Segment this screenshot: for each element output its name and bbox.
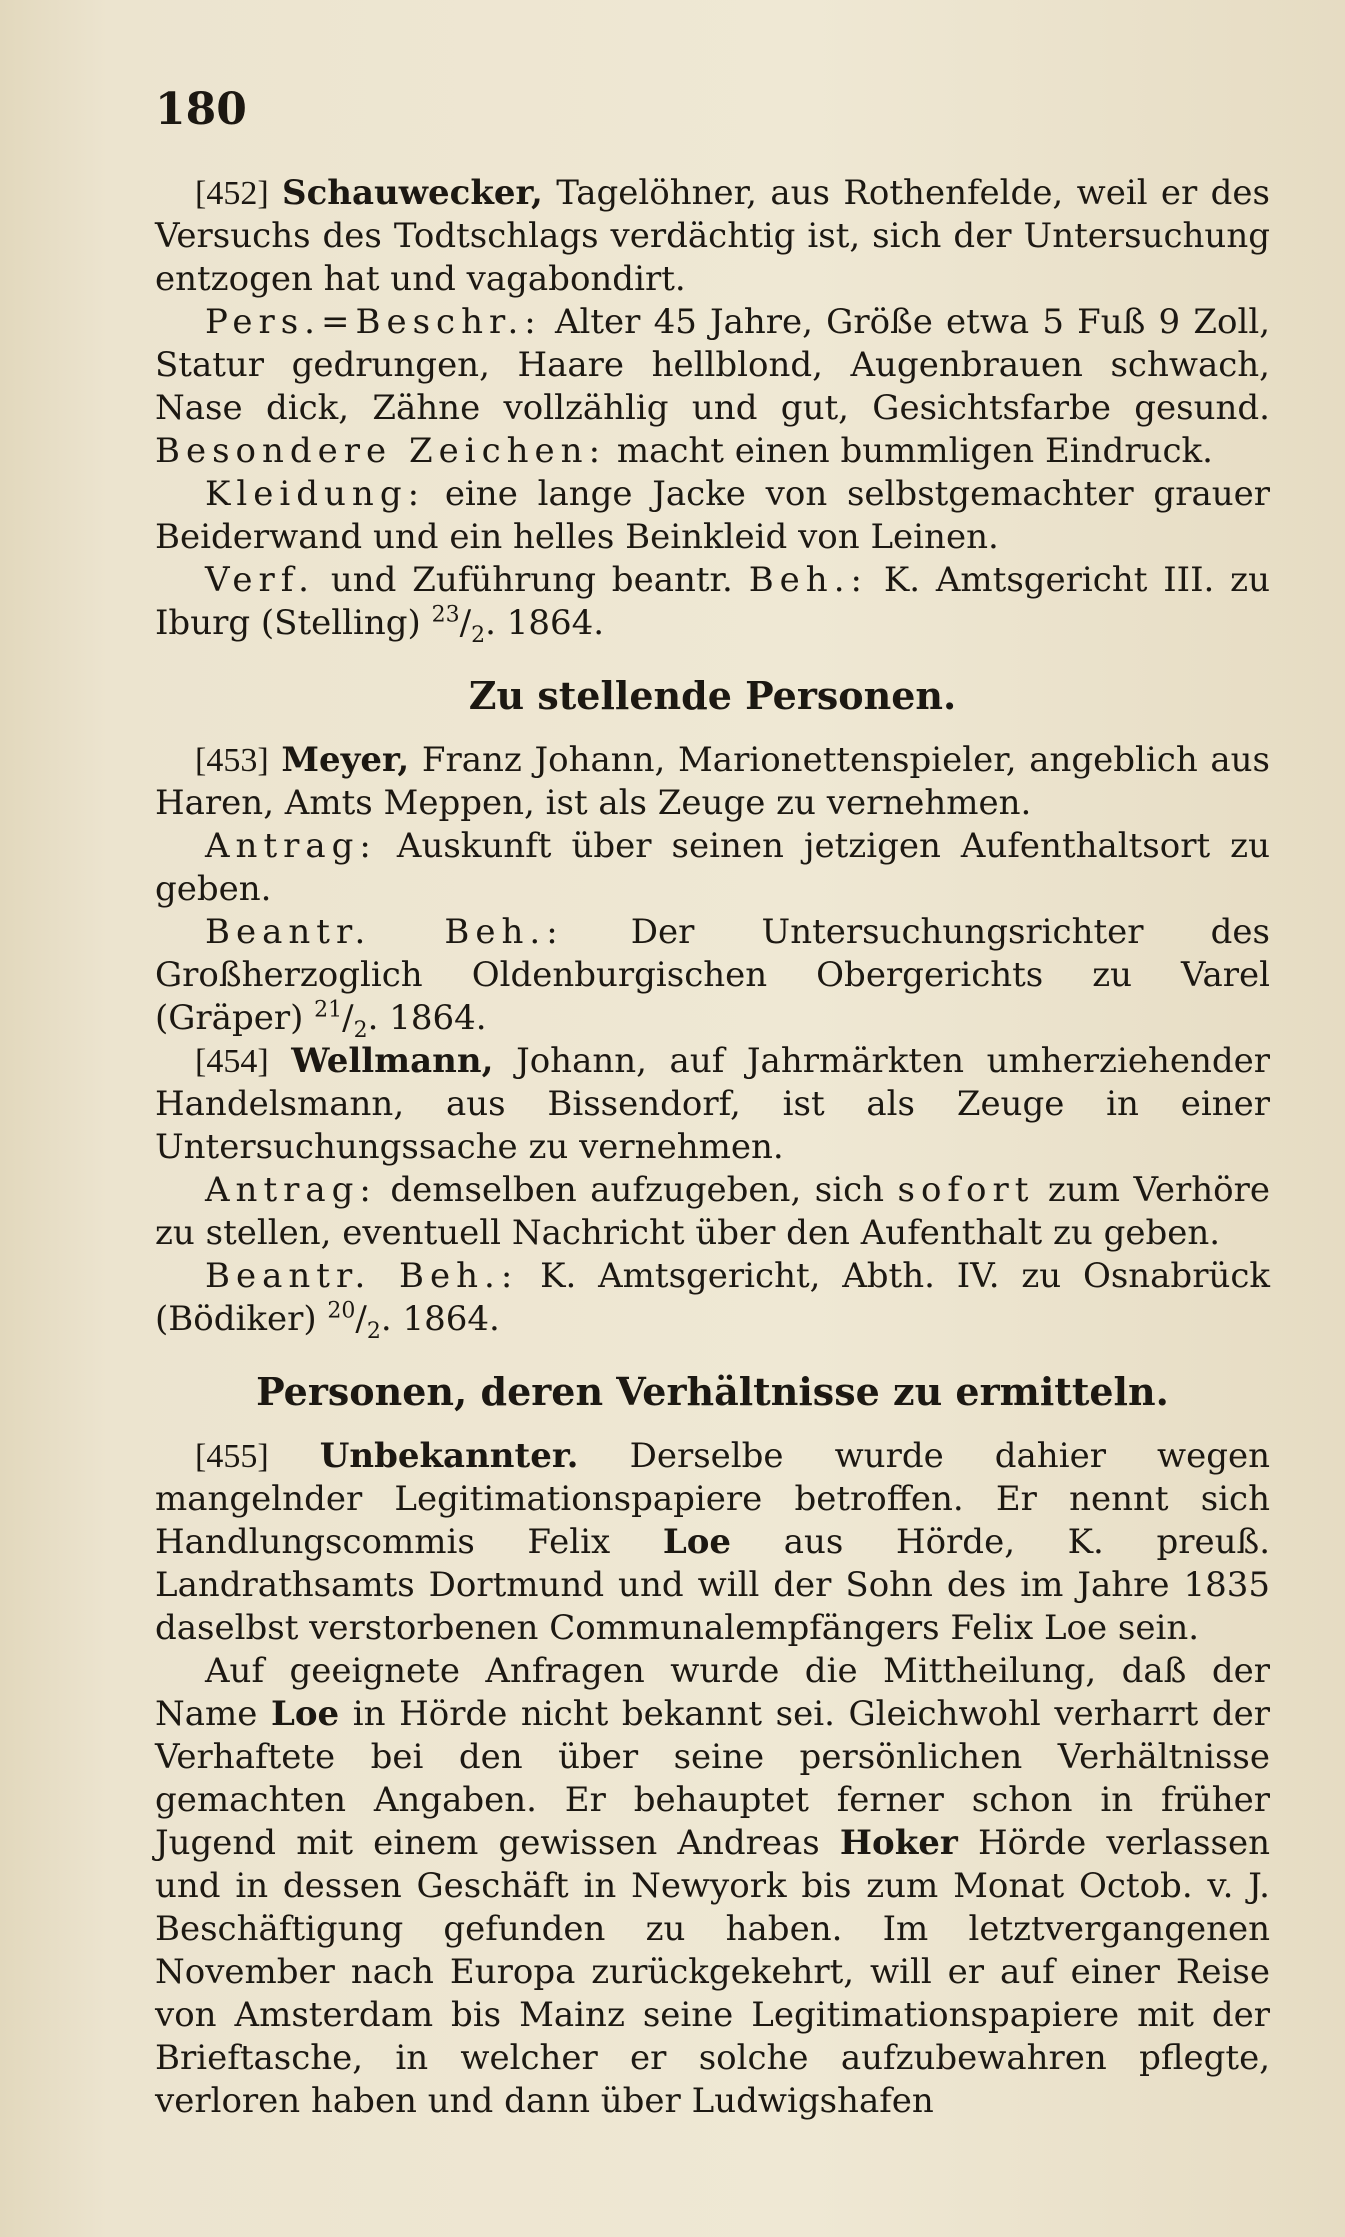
entry-454-main	[155, 1040, 1270, 1169]
entry-number: [452]	[195, 175, 269, 212]
antrag-spaced: sofort	[897, 1170, 1035, 1210]
entry-number: [454]	[195, 1043, 269, 1080]
beh-text: Der Untersuchungsrichter des Großherzoglich Oldenburgischen Obergerichts zu Varel (Gräper)	[155, 912, 1270, 1038]
entry-text: Tagelöhner, aus Rothenfelde, weil er des Versuchs des Todtschlags verdächtig ist, sich der Untersuchung entzogen hat und vagabondirt.	[155, 173, 1271, 299]
kleidung-label: Kleidung:	[205, 474, 426, 514]
entry-452-main	[155, 172, 1270, 301]
entry-name-2: Loe	[662, 1522, 732, 1562]
entry-455-details	[155, 1650, 1270, 2123]
details-name: Loe	[270, 1694, 340, 1734]
page-number: 180	[155, 84, 247, 135]
entry-452-clothing	[155, 473, 1270, 559]
entry-453-request	[155, 825, 1270, 911]
beh-label: Beh.:	[748, 560, 868, 600]
section-heading-stellende: Zu stellende Personen.	[468, 673, 957, 718]
entry-name: Schauwecker,	[282, 173, 543, 213]
date-year: . 1864.	[367, 998, 487, 1038]
details-name-2: Hoker	[839, 1823, 958, 1863]
date-day: 23	[431, 602, 460, 628]
entry-number: [453]	[195, 742, 269, 779]
entry-454-authority: Beantr. Beh.: K. Amtsgericht, Abth. IV. zu Osnabrück (Bödiker) $^{20}/_2$. 1864.	[155, 1256, 1270, 1344]
zeichen-text: macht einen bummligen Eindruck.	[616, 431, 1213, 471]
entry-text: Franz Johann, Marionettenspieler, angeblich aus Haren, Amts Meppen, ist als Zeuge zu vernehmen.	[155, 740, 1270, 823]
antrag-text: Auskunft über seinen jetzigen Aufenthaltsort zu geben.	[155, 826, 1270, 909]
antrag-label: Antrag:	[205, 826, 377, 866]
entry-name: Meyer,	[281, 740, 410, 780]
zeichen-label: Besondere Zeichen:	[155, 431, 607, 471]
beh-text: K. Amtsgericht, Abth. IV. zu Osnabrück (Bödiker)	[155, 1256, 1270, 1339]
entry-453-main	[155, 739, 1270, 825]
entry-number: [455]	[195, 1438, 269, 1475]
section-heading-verhaeltnisse: Personen, deren Verhältnisse zu ermitteln.	[256, 1369, 1169, 1414]
entry-452-description	[155, 301, 1270, 473]
entry-text: Derselbe wurde dahier wegen mangelnder Legitimationspapiere betroffen. Er nennt sich Handlungscommis Felix	[155, 1436, 1271, 1562]
date-day: 20	[327, 1298, 356, 1324]
entry-455-main	[155, 1435, 1270, 1650]
antrag-text-2: zum Verhöre zu stellen, eventuell Nachricht über den Aufenthalt zu geben.	[155, 1170, 1270, 1253]
antrag-label: Antrag:	[205, 1170, 377, 1210]
entry-text: Johann, auf Jahrmärkten umherziehender Handelsmann, aus Bissendorf, ist als Zeuge in einer Untersuchungssache zu vernehmen.	[155, 1041, 1271, 1167]
beh-label: Beantr. Beh.:	[205, 912, 564, 952]
beh-label: Beantr. Beh.:	[205, 1256, 519, 1296]
date-month: 2	[353, 1017, 368, 1043]
verf-text: und Zuführung beantr.	[330, 560, 733, 600]
kleidung-text: eine lange Jacke von selbstgemachter grauer Beiderwand und ein helles Beinkleid von Leinen.	[155, 474, 1270, 557]
entry-text-2: aus Hörde, K. preuß. Landrathsamts Dortmund und will der Sohn des im Jahre 1835 daselbst verstorbenen Communalempfängers Felix Loe sein.	[155, 1522, 1271, 1648]
entry-name: Wellmann,	[291, 1041, 494, 1081]
date-month: 2	[471, 622, 486, 648]
entry-454-request	[155, 1169, 1270, 1255]
entry-452-authority: Verf. und Zuführung beantr. Beh.: K. Amtsgericht III. zu Iburg (Stelling) $^{23}/_2$. 1864.	[155, 560, 1270, 648]
date-year: . 1864.	[485, 603, 605, 643]
entry-453-authority: Beantr. Beh.: Der Untersuchungsrichter des Großherzoglich Oldenburgischen Obergerichts zu Varel (Gräper) $^{21}/_2$. 1864.	[155, 912, 1270, 1043]
date-year: . 1864.	[380, 1299, 500, 1339]
date-month: 2	[366, 1318, 381, 1344]
verf-label: Verf.	[205, 560, 315, 600]
date-day: 21	[314, 997, 343, 1023]
pers-label: Pers.=Beschr.:	[205, 302, 542, 342]
pers-text: Alter 45 Jahre, Größe etwa 5 Fuß 9 Zoll, Statur gedrungen, Haare hellblond, Augenbrauen schwach, Nase dick, Zähne vollzählig und gut, Gesichtsfarbe gesund.	[155, 302, 1271, 428]
entry-name: Unbekannter.	[319, 1436, 579, 1476]
details-text-3: Hörde verlassen und in dessen Geschäft in Newyork bis zum Monat Octob. v. J. Beschäftigung gefunden zu haben. Im letztvergangenen November nach Europa zurückgekehrt, will er auf einer Reise von Amsterdam bis Mainz seine Legitimationspapiere mit der Brieftasche, in welcher er solche aufzubewahren pflegte, verloren haben und dann über Ludwigshafen	[155, 1823, 1270, 2121]
details-text-2: in Hörde nicht bekannt sei. Gleichwohl verharrt der Verhaftete bei den über seine persönlichen Verhältnisse gemachten Angaben. Er behauptet ferner schon in früher Jugend mit einem gewissen Andreas	[155, 1694, 1270, 1863]
beh-text: K. Amtsgericht III. zu Iburg (Stelling)	[155, 560, 1270, 643]
antrag-text-1: demselben aufzugeben, sich	[390, 1170, 885, 1210]
details-text-1: Auf geeignete Anfragen wurde die Mittheilung, daß der Name	[155, 1651, 1270, 1734]
